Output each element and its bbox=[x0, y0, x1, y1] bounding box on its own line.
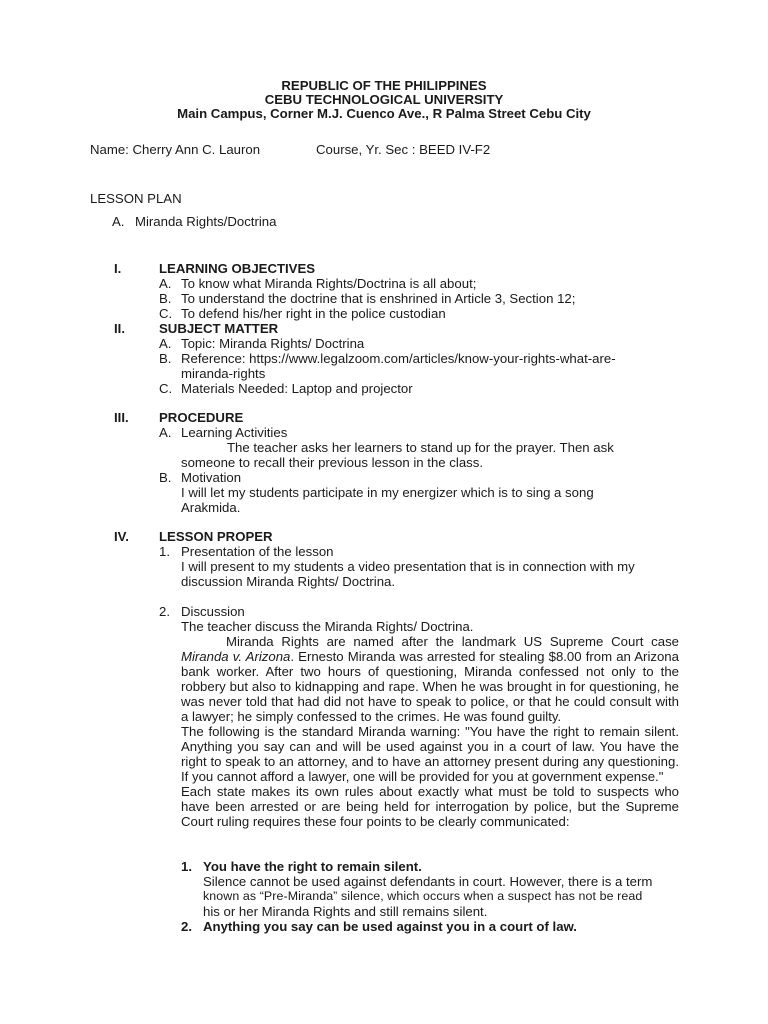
presentation-number: 1. bbox=[159, 544, 170, 559]
objective-a-letter: A. bbox=[159, 276, 172, 291]
subject-a-letter: A. bbox=[159, 336, 172, 351]
miranda-history-paragraph bbox=[181, 634, 679, 724]
miranda-warning-paragraph: The following is the standard Miranda warning: "You have the right to remain silent. Anything you say can and will be used against you in a court of law. You have the right to speak to an attorney, and to have an attorney present during any questioning. If you cannot afford a lawyer, one will be provided for you at government expense." bbox=[181, 724, 679, 784]
procedure-b-line2: Arakmida. bbox=[181, 500, 241, 515]
state-rules-paragraph: Each state makes its own rules about exactly what must be told to suspects who have been arrested or are being held for interrogation by police, but the Supreme Court ruling requires these four points to be clearly communicated: bbox=[181, 784, 679, 829]
miranda-history-text-b: . Ernesto Miranda was arrested for stealing $8.00 from an Arizona bank worker. After two hours of questioning, Miranda confessed not only to the robbery but also to kidnapping and rape. When he was brought in for questioning, he was never told that had did not have to speak to police, or that he could consult with a lawyer; he simply confessed to the crimes. He was found guilty. bbox=[181, 649, 679, 724]
right-1-number: 1. bbox=[181, 859, 192, 874]
section-3-title: PROCEDURE bbox=[159, 410, 244, 425]
discussion-title: Discussion bbox=[181, 604, 245, 619]
topic-letter: A. bbox=[112, 214, 125, 229]
procedure-b-line1: I will let my students participate in my energizer which is to sing a song bbox=[181, 485, 594, 500]
objective-b: To understand the doctrine that is enshrined in Article 3, Section 12; bbox=[181, 291, 576, 306]
miranda-history-text-a: Miranda Rights are named after the landmark US Supreme Court case bbox=[226, 634, 679, 649]
procedure-b-title: Motivation bbox=[181, 470, 242, 485]
discussion-intro: The teacher discuss the Miranda Rights/ Doctrina. bbox=[181, 619, 474, 634]
subject-topic: Topic: Miranda Rights/ Doctrina bbox=[181, 336, 365, 351]
right-1-line2: known as “Pre-Miranda” silence, which occurs when a suspect has not be read bbox=[203, 889, 643, 903]
presentation-line1: I will present to my students a video presentation that is in connection with my bbox=[181, 559, 635, 574]
student-course: Course, Yr. Sec : BEED IV-F2 bbox=[316, 142, 491, 157]
lesson-plan-title: LESSON PLAN bbox=[90, 191, 182, 206]
procedure-a-line2: someone to recall their previous lesson in the class. bbox=[181, 455, 483, 470]
procedure-a-title: Learning Activities bbox=[181, 425, 288, 440]
presentation-line2: discussion Miranda Rights/ Doctrina. bbox=[181, 574, 396, 589]
header-country: REPUBLIC OF THE PHILIPPINES bbox=[281, 78, 487, 93]
right-1-line1: Silence cannot be used against defendants in court. However, there is a term bbox=[203, 874, 653, 889]
subject-reference-cont: miranda-rights bbox=[181, 366, 266, 381]
subject-b-letter: B. bbox=[159, 351, 172, 366]
procedure-a-line1: The teacher asks her learners to stand up for the prayer. Then ask bbox=[227, 440, 614, 455]
objective-c: To defend his/her right in the police custodian bbox=[181, 306, 446, 321]
discussion-number: 2. bbox=[159, 604, 170, 619]
case-name: Miranda v. Arizona bbox=[181, 649, 291, 664]
right-1-line3: his or her Miranda Rights and still remains silent. bbox=[203, 904, 488, 919]
subject-reference: Reference: https://www.legalzoom.com/articles/know-your-rights-what-are- bbox=[181, 351, 616, 366]
section-2-title: SUBJECT MATTER bbox=[159, 321, 279, 336]
section-2-number: II. bbox=[114, 321, 125, 336]
header-campus: Main Campus, Corner M.J. Cuenco Ave., R Palma Street Cebu City bbox=[177, 106, 591, 121]
section-4-number: IV. bbox=[114, 529, 129, 544]
header-university: CEBU TECHNOLOGICAL UNIVERSITY bbox=[264, 92, 504, 107]
procedure-b-letter: B. bbox=[159, 470, 172, 485]
objective-a: To know what Miranda Rights/Doctrina is all about; bbox=[181, 276, 477, 291]
student-name: Name: Cherry Ann C. Lauron bbox=[90, 142, 261, 157]
procedure-a-letter: A. bbox=[159, 425, 172, 440]
section-1-title: LEARNING OBJECTIVES bbox=[159, 261, 316, 276]
section-1-number: I. bbox=[114, 261, 122, 276]
section-3-number: III. bbox=[114, 410, 129, 425]
right-1-title: You have the right to remain silent. bbox=[203, 859, 422, 874]
topic-title: Miranda Rights/Doctrina bbox=[135, 214, 277, 229]
presentation-title: Presentation of the lesson bbox=[181, 544, 334, 559]
right-2-number: 2. bbox=[181, 919, 192, 934]
right-2-title: Anything you say can be used against you in a court of law. bbox=[203, 919, 577, 934]
subject-c-letter: C. bbox=[159, 381, 173, 396]
subject-materials: Materials Needed: Laptop and projector bbox=[181, 381, 413, 396]
objective-b-letter: B. bbox=[159, 291, 172, 306]
objective-c-letter: C. bbox=[159, 306, 173, 321]
section-4-title: LESSON PROPER bbox=[159, 529, 273, 544]
discussion-body bbox=[181, 634, 679, 829]
